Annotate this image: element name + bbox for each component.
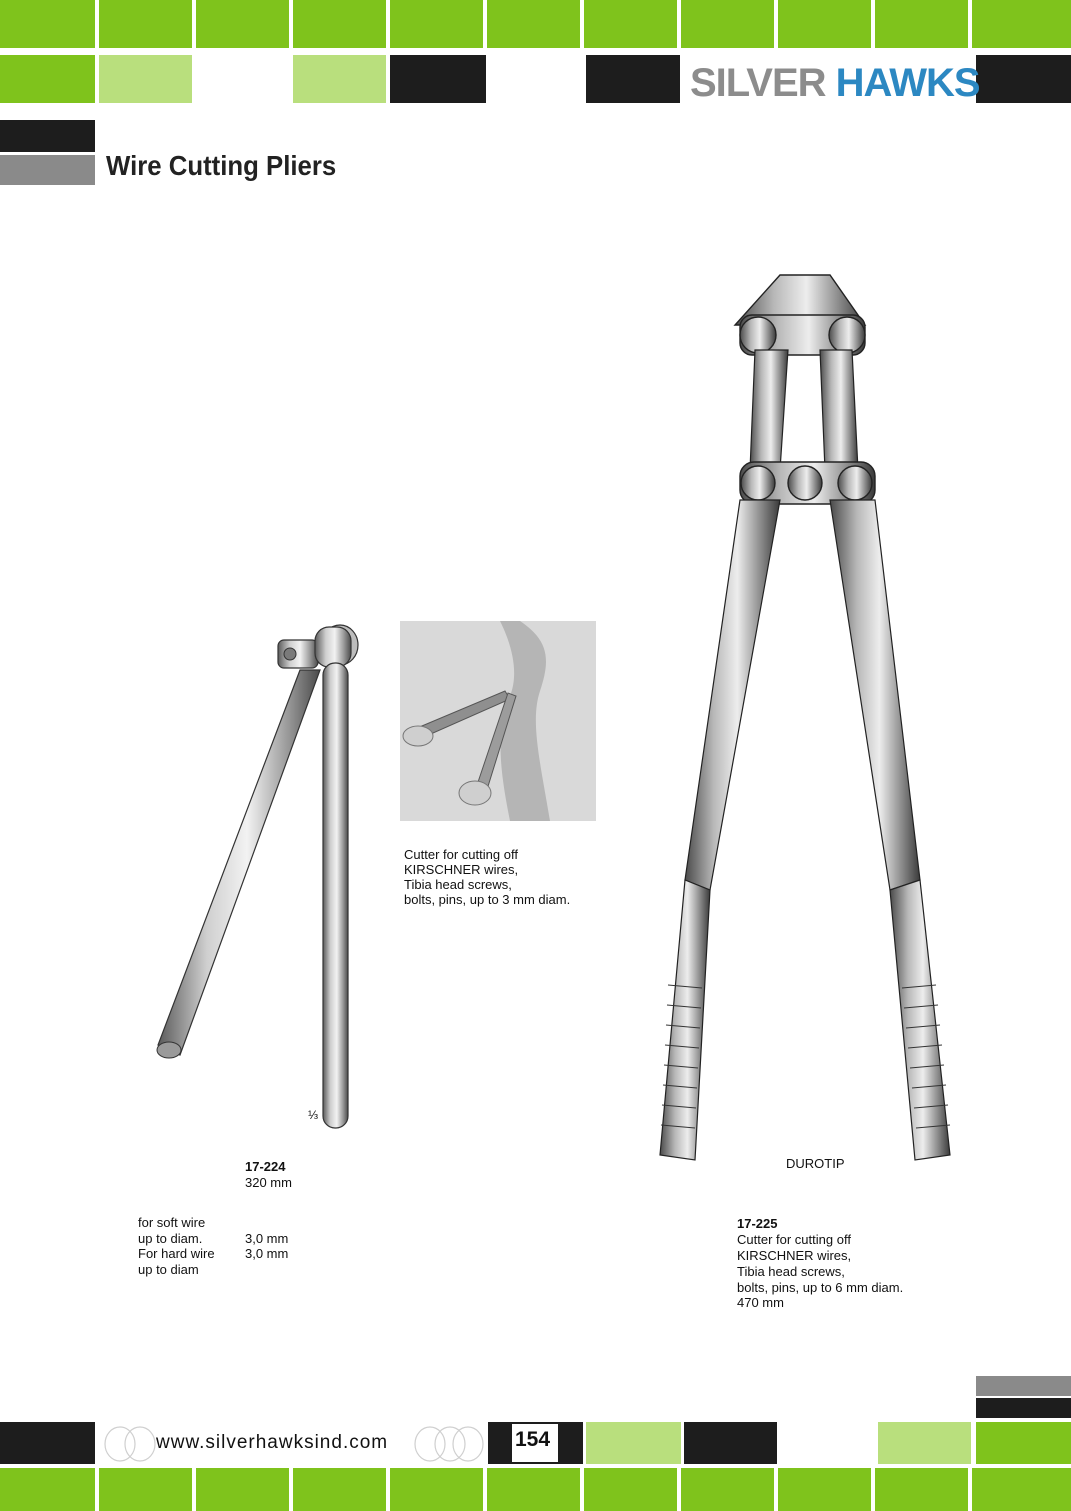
header-tile — [0, 0, 95, 48]
brand-logo — [690, 60, 980, 106]
footer-tile — [0, 1468, 95, 1511]
page-number: 154 — [515, 1428, 551, 1451]
header-tile — [196, 0, 289, 48]
footer-tile — [487, 1468, 580, 1511]
item-17-224-length: 320 mm — [245, 1175, 292, 1190]
spec-value: 3,0 mm — [245, 1231, 289, 1246]
website-link[interactable]: www.silverhawksind.com — [156, 1432, 389, 1453]
spec-label: For hard wire — [138, 1246, 215, 1261]
footer-tile — [878, 1422, 971, 1464]
spec-label: up to diam. — [138, 1231, 203, 1246]
page-title: Wire Cutting Pliers — [106, 150, 337, 181]
header-tile — [584, 0, 677, 48]
footer-tile — [293, 1468, 386, 1511]
durotip-label: DUROTIP — [786, 1156, 845, 1171]
cutter-17-225-image — [640, 270, 960, 1170]
title-bar-grey — [0, 155, 95, 185]
footer-tile — [976, 1398, 1071, 1418]
plier-17-224-image — [140, 615, 370, 1135]
footer-tile — [0, 1422, 95, 1464]
description-line: 470 mm — [737, 1295, 784, 1310]
header-tile — [681, 0, 774, 48]
caption-line: Cutter for cutting off — [404, 847, 518, 862]
usage-photo — [400, 621, 596, 821]
header-tile — [976, 55, 1071, 103]
footer-tile — [99, 1468, 192, 1511]
header-tile — [875, 0, 968, 48]
caption-line: bolts, pins, up to 3 mm diam. — [404, 892, 571, 907]
footer-tile — [586, 1422, 681, 1464]
spec-label: for soft wire — [138, 1215, 206, 1230]
footer-tile — [681, 1468, 774, 1511]
title-bar-dark — [0, 120, 95, 152]
spec-label: up to diam — [138, 1262, 199, 1277]
header-tile — [778, 0, 871, 48]
header-tile — [99, 55, 192, 103]
header-tile — [0, 55, 95, 103]
brand-logo-hawks: HAWKS — [835, 61, 980, 105]
footer-tile — [976, 1422, 1071, 1464]
description-line: bolts, pins, up to 6 mm diam. — [737, 1280, 904, 1295]
header-tile — [586, 55, 680, 103]
description-line: Tibia head screws, — [737, 1264, 845, 1279]
header-tile — [99, 0, 192, 48]
header-tile — [293, 0, 386, 48]
item-17-224-code: 17-224 — [245, 1159, 286, 1174]
description-line: KIRSCHNER wires, — [737, 1248, 852, 1263]
footer-tile — [196, 1468, 289, 1511]
footer-tile — [875, 1468, 968, 1511]
footer-tile — [584, 1468, 677, 1511]
footer-tile — [972, 1468, 1071, 1511]
brand-logo-silver: SILVER — [690, 61, 826, 105]
scale-note: ⅓ — [308, 1108, 319, 1122]
item-17-225-code: 17-225 — [737, 1216, 778, 1231]
spec-value: 3,0 mm — [245, 1246, 289, 1261]
footer-tile — [976, 1376, 1071, 1396]
header-tile — [487, 0, 580, 48]
footer-tile — [390, 1468, 483, 1511]
header-tile — [390, 55, 486, 103]
header-tile — [390, 0, 483, 48]
header-tile — [293, 55, 386, 103]
header-tile — [972, 0, 1071, 48]
footer-tile — [684, 1422, 777, 1464]
description-line: Cutter for cutting off — [737, 1232, 851, 1247]
caption-line: KIRSCHNER wires, — [404, 862, 519, 877]
caption-line: Tibia head screws, — [404, 877, 512, 892]
footer-tile — [778, 1468, 871, 1511]
